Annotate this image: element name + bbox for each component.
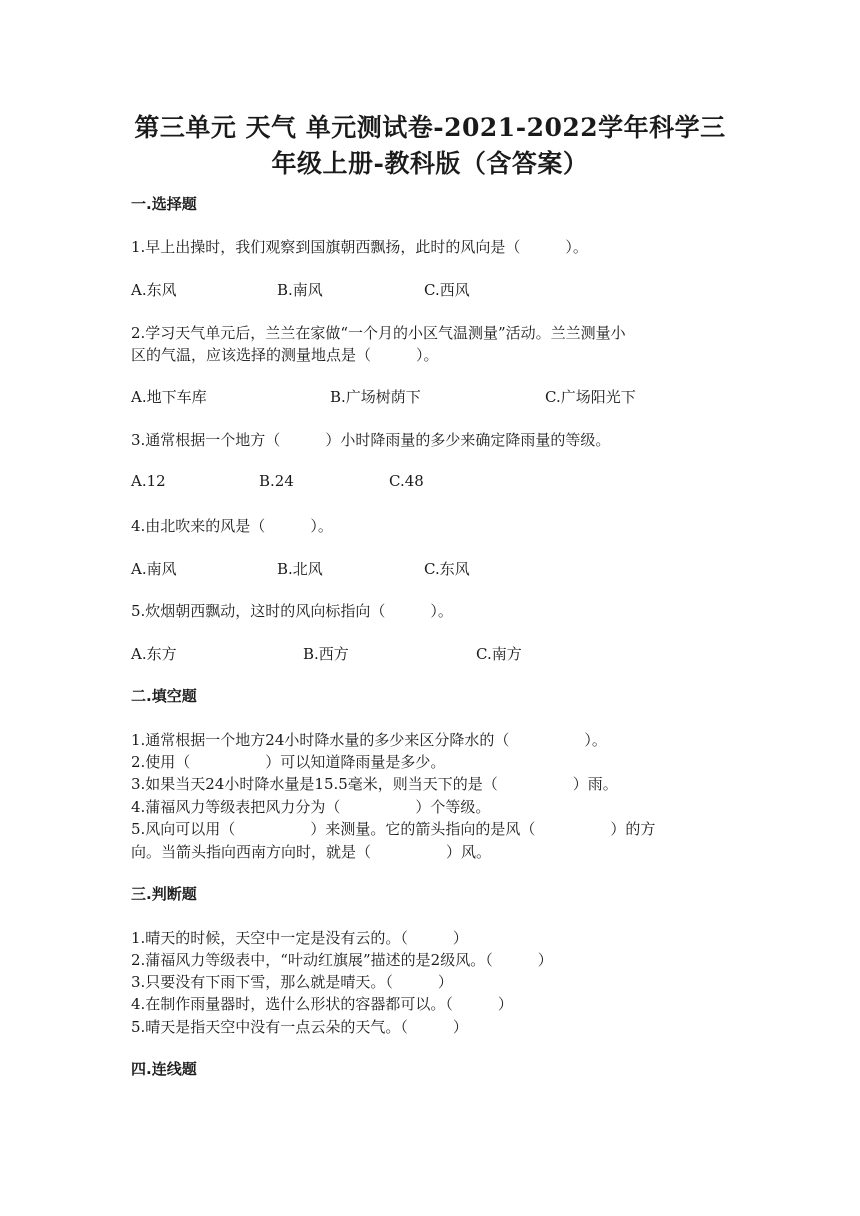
judge-question-1: 1.晴天的时候，天空中一定是没有云的。（ ） [131,929,468,947]
fill-question-2: 2.使用（ ）可以知道降雨量是多少。 [131,753,446,771]
choice-2-option-c: C.广场阳光下 [545,388,636,406]
choice-4-option-a: A.南风 [131,560,177,578]
section-heading-match: 四.连线题 [131,1060,197,1078]
choice-3-option-b: B.24 [259,472,294,490]
choice-question-1: 1.早上出操时，我们观察到国旗朝西飘扬，此时的风向是（ ）。 [131,238,588,256]
choice-1-option-b: B.南风 [277,281,323,299]
choice-4-option-c: C.东风 [424,560,470,578]
section-heading-judge: 三.判断题 [131,885,197,903]
section-heading-choice: 一.选择题 [131,195,197,213]
choice-3-option-a: A.12 [131,472,166,490]
judge-question-2: 2.蒲福风力等级表中，“叶动红旗展”描述的是2级风。（ ） [131,951,553,969]
choice-3-option-c: C.48 [389,472,424,490]
fill-question-5-line-1: 5.风向可以用（ ）来测量。它的箭头指向的是风（ ）的方 [131,820,656,838]
choice-5-option-c: C.南方 [476,645,522,663]
judge-question-3: 3.只要没有下雨下雪，那么就是晴天。（ ） [131,973,453,991]
choice-2-option-b: B.广场树荫下 [330,388,421,406]
judge-question-5: 5.晴天是指天空中没有一点云朵的天气。（ ） [131,1018,468,1036]
choice-5-option-a: A.东方 [131,645,177,663]
choice-question-2-line-1: 2.学习天气单元后，兰兰在家做“一个月的小区气温测量”活动。兰兰测量小 [131,324,626,342]
fill-question-3: 3.如果当天24小时降水量是15.5毫米，则当天下的是（ ）雨。 [131,775,618,793]
fill-question-4: 4.蒲福风力等级表把风力分为（ ）个等级。 [131,798,491,816]
page-title-line-1: 第三单元 天气 单元测试卷-2021-2022学年科学三 [134,113,726,142]
choice-2-option-a: A.地下车库 [131,388,207,406]
fill-question-1: 1.通常根据一个地方24小时降水量的多少来区分降水的（ ）。 [131,731,607,749]
choice-4-option-b: B.北风 [277,560,323,578]
choice-question-3: 3.通常根据一个地方（ ）小时降雨量的多少来确定降雨量的等级。 [131,431,611,449]
choice-question-5: 5.炊烟朝西飘动，这时的风向标指向（ ）。 [131,602,453,620]
fill-question-5-line-2: 向。当箭头指向西南方向时，就是（ ）风。 [131,843,492,861]
choice-question-4: 4.由北吹来的风是（ ）。 [131,517,333,535]
choice-1-option-a: A.东风 [131,281,177,299]
judge-question-4: 4.在制作雨量器时，选什么形状的容器都可以。（ ） [131,995,513,1013]
choice-question-2-line-2: 区的气温，应该选择的测量地点是（ ）。 [131,346,439,364]
choice-5-option-b: B.西方 [303,645,349,663]
page-title-line-2: 年级上册-教科版（含答案） [271,149,589,178]
section-heading-fill: 二.填空题 [131,687,197,705]
choice-1-option-c: C.西风 [424,281,470,299]
